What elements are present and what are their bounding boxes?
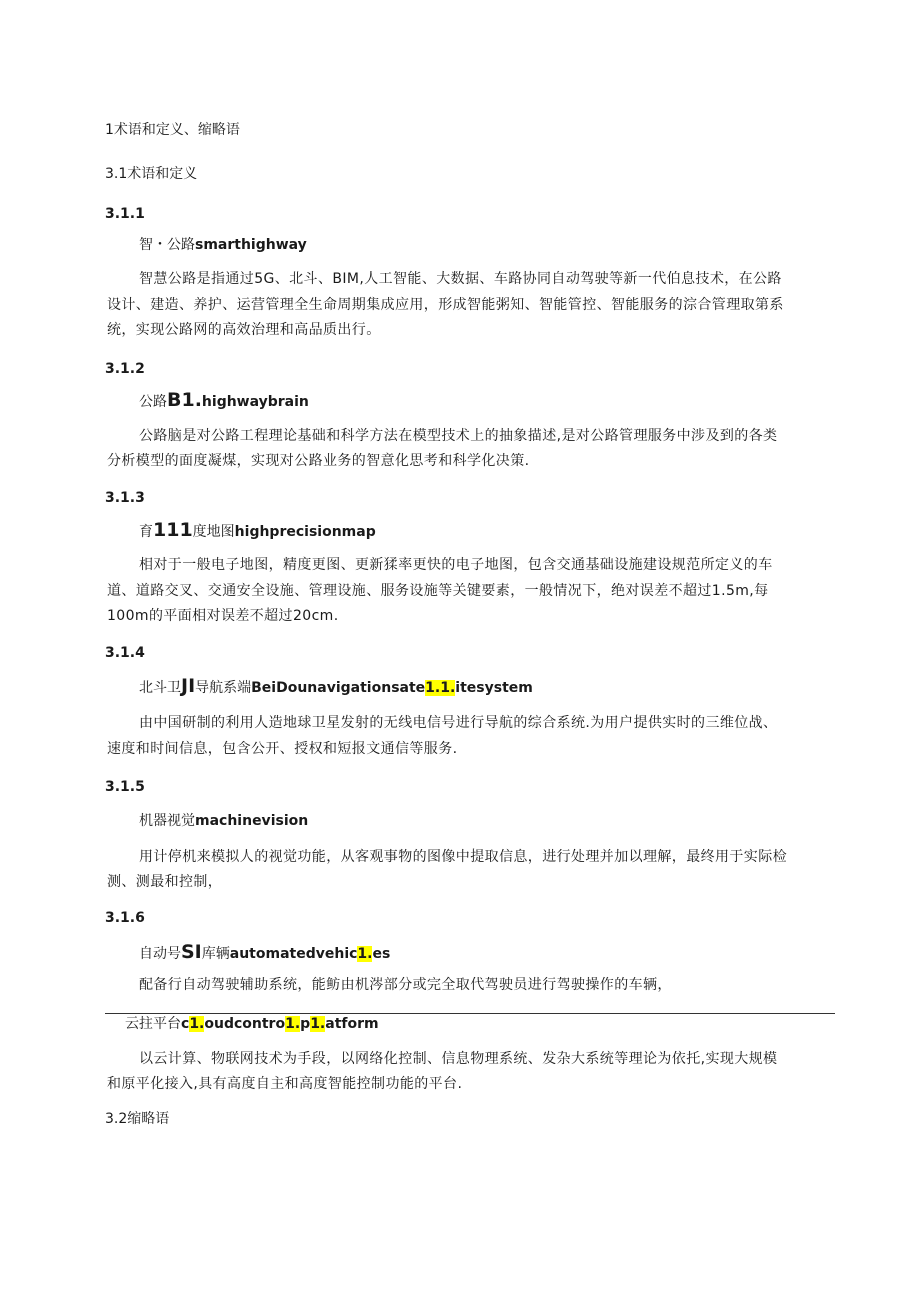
term-title-en: machinevision	[195, 813, 309, 829]
term-title-zh: 公路	[139, 394, 167, 410]
term-definition-line: 100m的平面相对误差不超过20cm.	[107, 608, 339, 624]
term-title-zh: 北斗卫	[139, 680, 181, 696]
term-definition-line: 智慧公路是指通过5G、北斗、BIM,人工智能、大数据、车路协同自动驾驶等新一代伯息技术，在公路	[139, 271, 782, 287]
term-definition-line: 分析模型的面度凝煤，实现对公路业务的智意化思考和科学化决策.	[107, 453, 530, 469]
highlighted-fragment: 1.	[357, 946, 373, 962]
term-definition-line: 以云计算、物联网技术为手段，以网络化控制、信息物理系统、发杂大系统等理论为依托,实现大规模	[139, 1051, 778, 1067]
term-definition-line: 配备行自动驾驶辅助系统，能鲂由机涔部分或完全取代驾驶员进行驾驶操作的车辆，	[139, 977, 672, 993]
term-title-zh: 机器视觉	[139, 813, 195, 829]
subsection-heading-abbreviations: 3.2缩略语	[105, 1111, 170, 1127]
term-title-ocr-fragment: JI	[181, 675, 196, 697]
term-title-en: automatedvehic	[229, 946, 358, 962]
term-title-en: itesystem	[455, 680, 533, 696]
term-title-ocr-fragment: B1.	[167, 389, 202, 411]
term-title-en: p	[300, 1016, 311, 1032]
highlighted-fragment: 1.	[285, 1016, 301, 1032]
term-title	[139, 676, 533, 698]
highlighted-fragment: 1.	[310, 1016, 326, 1032]
term-definition-line: 由中国研制的利用人造地球卫星发射的无线电信号进行导航的综合系统.为用户提供实时的三维位战、	[139, 715, 778, 731]
term-number: 3.1.3	[105, 490, 145, 506]
term-title-zh: 库辆	[201, 946, 230, 962]
term-title-zh: 度地图	[192, 524, 235, 540]
section-heading: 1术语和定义、缩略语	[105, 122, 240, 138]
term-title-zh: 云拄平台	[125, 1016, 181, 1032]
term-definition-line: 测、测最和控制，	[107, 874, 223, 890]
term-title	[125, 1014, 379, 1034]
term-title	[139, 390, 309, 412]
term-number: 3.1.5	[105, 779, 145, 795]
term-title-ocr-fragment: 111	[153, 519, 193, 541]
term-number: 3.1.4	[105, 645, 145, 661]
highlighted-fragment: 1.1.	[425, 680, 456, 696]
term-definition-line: 速度和时间信息，包含公开、授权和短报文通信等服务.	[107, 741, 458, 757]
term-number: 3.1.2	[105, 361, 145, 377]
term-title	[139, 520, 376, 542]
term-title-en: c	[181, 1016, 190, 1032]
term-number: 3.1.6	[105, 910, 145, 926]
term-title-en: BeiDounavigationsate	[251, 680, 426, 696]
term-title-en: es	[372, 946, 391, 962]
term-title-en: highwaybrain	[201, 394, 309, 410]
term-definition-line: 道、道路交叉、交通安全设施、管理设施、服务设施等关键要素，一般情况下，绝对误差不超过1.5m,每	[107, 583, 769, 599]
term-title-en: atform	[325, 1016, 379, 1032]
term-definition-line: 相对于一般电子地图，精度更图、更新猱率更快的电子地图，包含交通基础设施建设规范所定义的车	[139, 557, 773, 573]
term-definition-line: 和原平化接入,具有高度自主和高度智能控制功能的平台.	[107, 1076, 463, 1092]
term-title-en: highprecisionmap	[234, 524, 376, 540]
term-definition-line: 统，实现公路网的高效治理和高品质出行。	[107, 322, 381, 338]
term-title-ocr-fragment: SI	[181, 941, 202, 963]
term-title-zh: 育	[139, 524, 153, 540]
term-definition-line: 用计停机来模拟人的视觉功能，从客观事物的图像中提取信息，进行处理并加以理解，最终用于实际检	[139, 849, 787, 865]
term-definition-line: 公路脑是对公路工程理论基础和科学方法在模型技术上的抽象描述,是对公路管理服务中涉及到的各类	[139, 428, 778, 444]
term-title	[139, 235, 307, 255]
subsection-heading-terms: 3.1术语和定义	[105, 166, 198, 182]
term-number: 3.1.1	[105, 206, 145, 222]
term-title-en: oudcontro	[204, 1016, 286, 1032]
term-title-zh: 自动号	[139, 946, 181, 962]
term-title-zh: 导航系端	[195, 680, 252, 696]
highlighted-fragment: 1.	[189, 1016, 205, 1032]
term-title	[139, 811, 308, 831]
term-title-en: smarthighway	[195, 237, 307, 253]
term-title-zh: 智・公路	[139, 237, 195, 253]
term-title	[139, 942, 390, 964]
term-definition-line: 设计、建造、养护、运营管理全生命周期集成应用，形成智能粥知、智能管控、智能服务的淙合管理取第系	[107, 297, 784, 313]
